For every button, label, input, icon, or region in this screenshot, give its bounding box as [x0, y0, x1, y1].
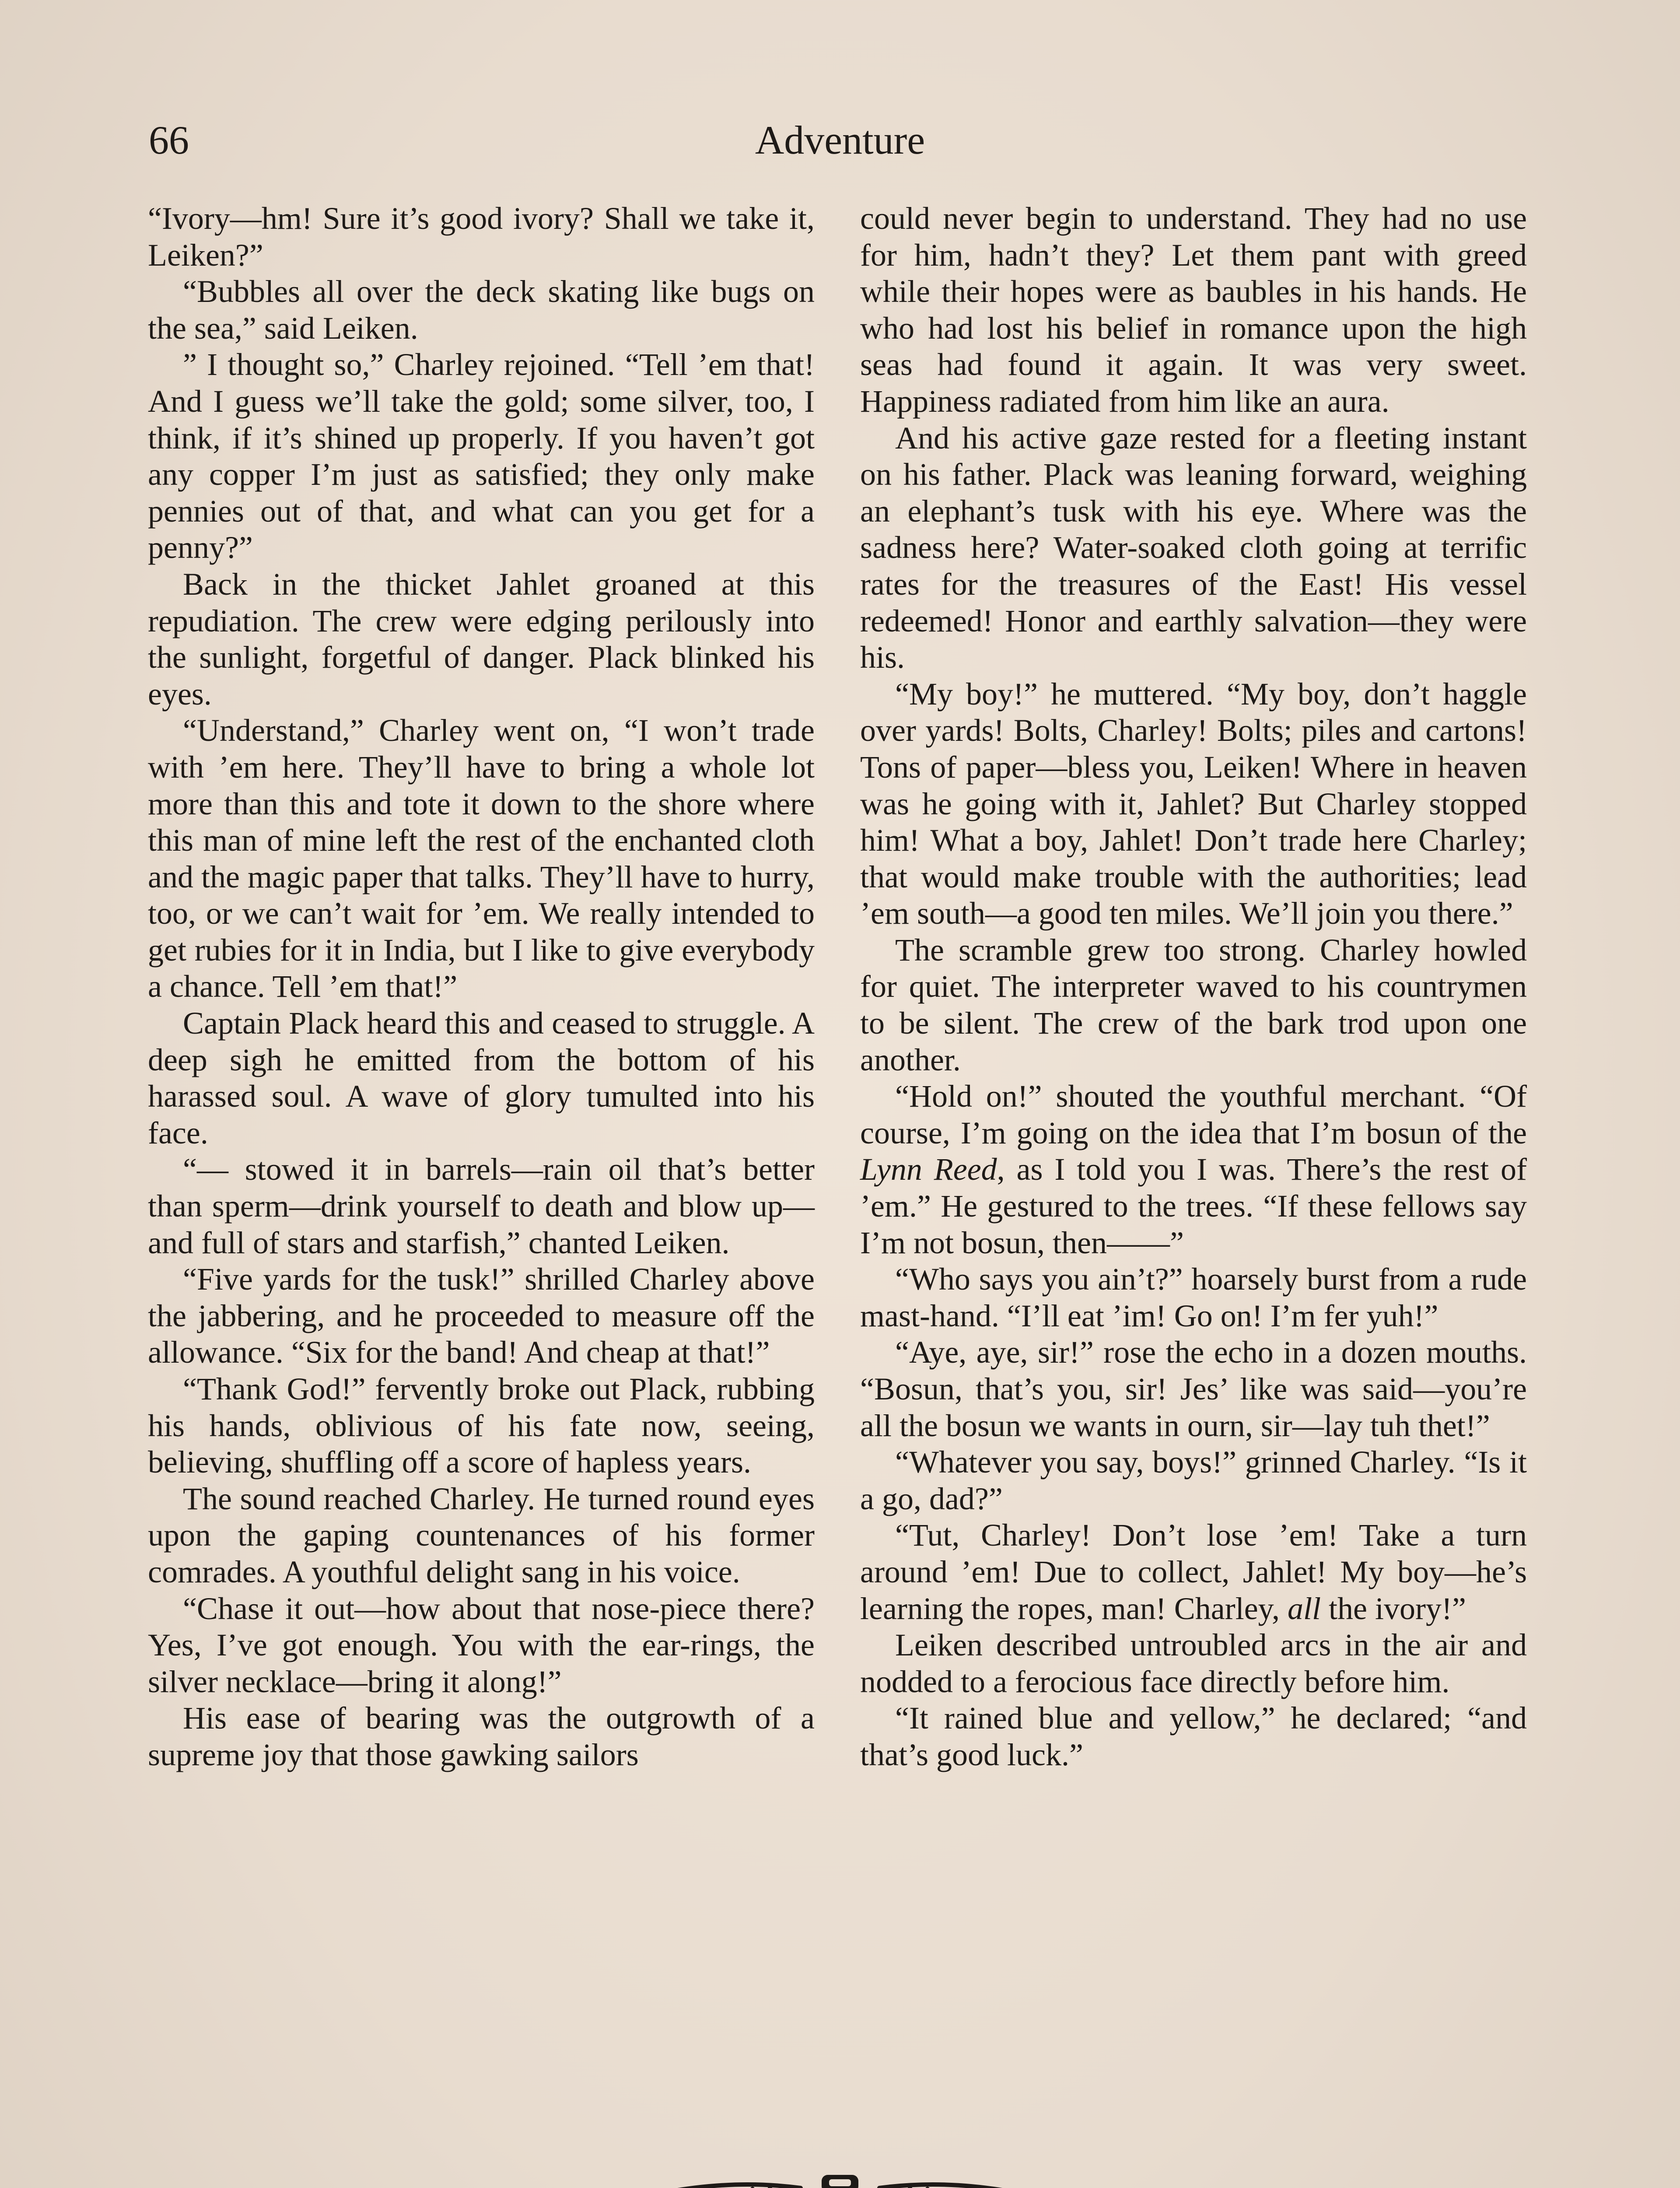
paragraph: “Who says you ain’t?” hoarsely burst from a rude mast-hand. “I’ll eat ’im! Go on! I’m fer yuh!”	[860, 1262, 1527, 1333]
page-number: 66	[149, 118, 189, 162]
emphasis: all	[1288, 1591, 1321, 1626]
paragraph: ” I thought so,” Charley rejoined. “Tell ’em that! And I guess we’ll take the gold; some silver, too, I think, if it’s shined up properly. If you haven’t got any copper I’m just as satisfied; they only make pennies out of that, and what can you get for a penny?”	[148, 347, 815, 565]
right-wing	[879, 2184, 1015, 2188]
paragraph-continuation: could never begin to understand. They had no use for him, hadn’t they? Let them pant with greed while their hopes were as baubles in his hands. He who had lost his belief in romance upon the high seas had found it again. It was very sweet. Happiness radiated from him like an aura.	[860, 201, 1527, 419]
text-run: “Hold on!” shouted the youthful merchant. “Of course, I’m going on the idea that I’m bosun of the	[860, 1079, 1527, 1150]
paragraph: “It rained blue and yellow,” he declared; “and that’s good luck.”	[860, 1701, 1527, 1772]
paragraph: The sound reached Charley. He turned round eyes upon the gaping countenances of his former comrades. A youthful delight sang in his voice.	[148, 1481, 815, 1589]
paragraph: His ease of bearing was the outgrowth of a supreme joy that those gawking sailors	[148, 1701, 815, 1772]
story-text	[148, 200, 1529, 2135]
ship-name: Lynn Reed	[860, 1152, 997, 1187]
paragraph: “Whatever you say, boys!” grinned Charley. “Is it a go, dad?”	[860, 1445, 1527, 1516]
paragraph: “Understand,” Charley went on, “I won’t trade with ’em here. They’ll have to bring a whole lot more than this and tote it down to the shore where this man of mine left the rest of the enchanted cloth and the magic paper that talks. They’ll have to hurry, too, or we can’t wait for ’em. We really intended to get rubies for it in India, but I like to give everybody a chance. Tell ’em that!”	[148, 713, 815, 1004]
paragraph: Leiken described untroubled arcs in the air and nodded to a ferocious face directly before him.	[860, 1627, 1527, 1699]
page-header	[149, 109, 1531, 179]
running-title: Adventure	[755, 118, 925, 162]
text-run: the ivory!”	[1321, 1591, 1466, 1626]
paragraph: “Aye, aye, sir!” rose the echo in a dozen mouths. “Bosun, that’s you, sir! Jes’ like was said—you’re all the bosun we wants in ourn, sir—lay tuh thet!”	[860, 1335, 1527, 1443]
paragraph	[860, 1517, 1527, 1627]
paragraph: “Bubbles all over the deck skating like bugs on the sea,” said Leiken.	[148, 274, 815, 346]
paragraph: The scramble grew too strong. Charley howled for quiet. The interpreter waved to his countrymen to be silent. The crew of the bark trod upon one another.	[860, 932, 1527, 1077]
winged-scarab-ornament-icon	[656, 2162, 1024, 2188]
paragraph: “Five yards for the tusk!” shrilled Charley above the jabbering, and he proceeded to measure off the allowance. “Six for the band! And cheap at that!”	[148, 1262, 815, 1370]
paragraph: Back in the thicket Jahlet groaned at this repudiation. The crew were edging perilously into the sunlight, forgetful of danger. Plack blinked his eyes.	[148, 566, 815, 712]
paragraph: “— stowed it in barrels—rain oil that’s better than sperm—drink yourself to death and blow up—and full of stars and starfish,” chanted Leiken.	[148, 1152, 815, 1260]
paragraph: “Chase it out—how about that nose-piece there? Yes, I’ve got enough. You with the ear-rings, the silver necklace—bring it along!”	[148, 1591, 815, 1699]
scarab-body	[809, 2175, 871, 2188]
paragraph	[860, 1078, 1527, 1261]
left-wing	[665, 2184, 801, 2188]
paragraph: “My boy!” he muttered. “My boy, don’t haggle over yards! Bolts, Charley! Bolts; piles and cartons! Tons of paper—bless you, Leiken! Where in heaven was he going with it, Jahlet? But Charley stopped him! What a boy, Jahlet! Don’t trade here Charley; that would make trouble with the authorities; lead ’em south—a good ten miles. We’ll join you there.”	[860, 676, 1527, 931]
paragraph: “Ivory—hm! Sure it’s good ivory? Shall we take it, Leiken?”	[148, 201, 815, 273]
paragraph: Captain Plack heard this and ceased to struggle. A deep sigh he emitted from the bottom of his harassed soul. A wave of glory tumulted into his face.	[148, 1006, 815, 1150]
right-column	[860, 200, 1527, 1774]
text-run: “Tut, Charley! Don’t lose ’em! Take a turn around ’em! Due to collect, Jahlet! My boy—he’s learning the ropes, man! Charley,	[860, 1518, 1527, 1626]
left-column	[148, 200, 815, 1774]
text-run: , as I told you I was. There’s the rest of ’em.” He gestured to the trees. “If these fellows say I’m not bosun, then——”	[860, 1152, 1527, 1260]
paragraph: “Thank God!” fervently broke out Plack, rubbing his hands, oblivious of his fate now, seeing, believing, shuffling off a score of hapless years.	[148, 1371, 815, 1480]
paragraph: And his active gaze rested for a fleeting instant on his father. Plack was leaning forward, weighing an elephant’s tusk with his eye. Where was the sadness here? Water-soaked cloth going at terrific rates for the treasures of the East! His vessel redeemed! Honor and earthly salvation—they were his.	[860, 420, 1527, 675]
